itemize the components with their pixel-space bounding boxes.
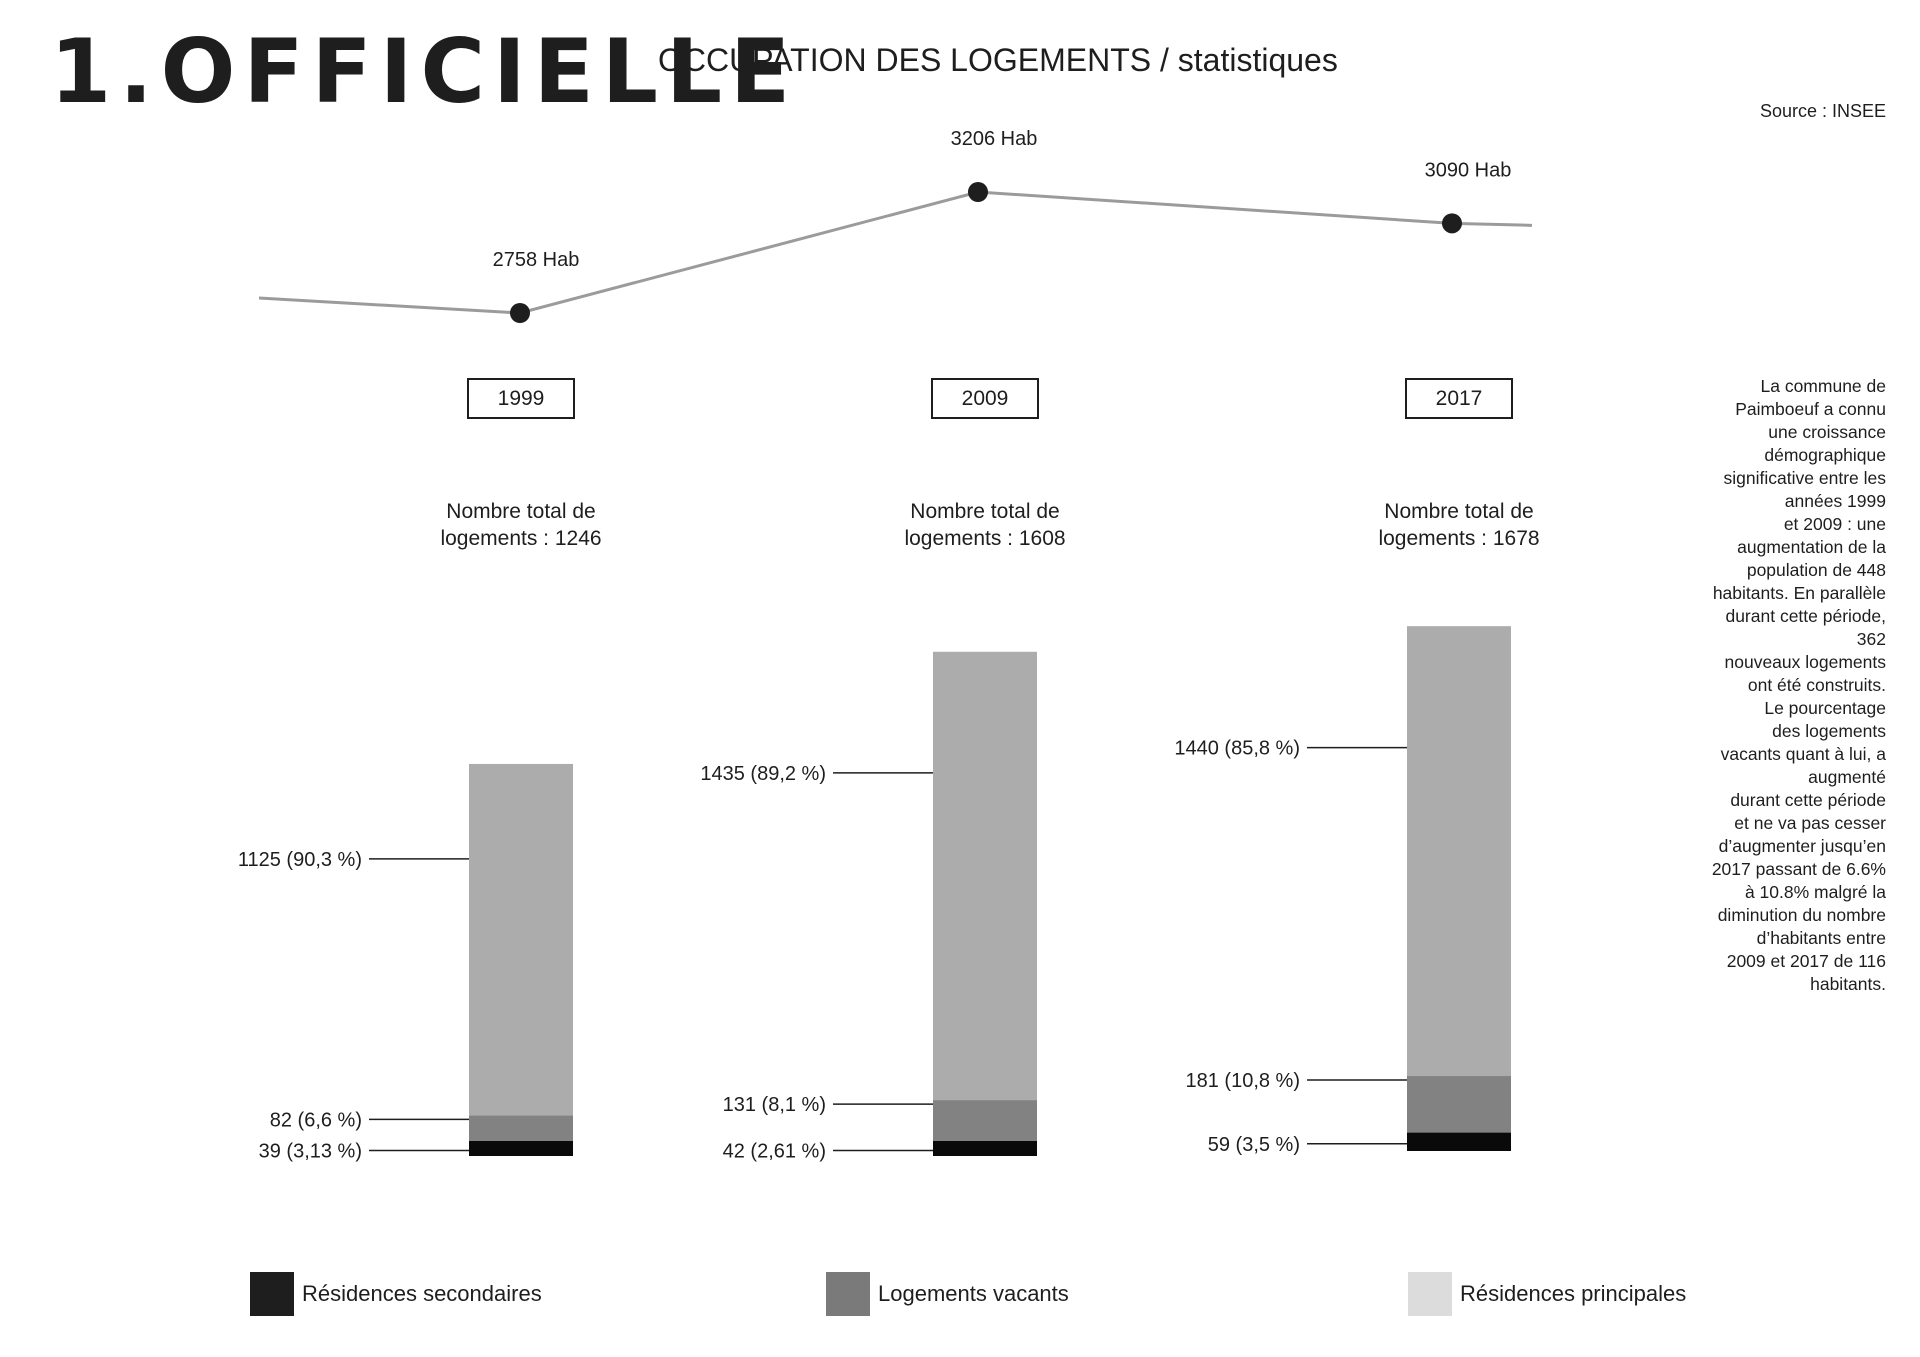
total-label-1999-line2: logements : 1246 <box>440 527 602 550</box>
total-label-2009-line1: Nombre total de <box>910 500 1060 523</box>
total-label-2017-line2: logements : 1678 <box>1378 527 1540 550</box>
year-label-1999: 1999 <box>497 387 545 410</box>
value-label-vacants-2009: 131 (8,1 %) <box>722 1094 826 1117</box>
value-label-principales-2009: 1435 (89,2 %) <box>700 762 826 785</box>
population-label-1999: 2758 Hab <box>492 249 580 271</box>
bar-principales-2009 <box>933 652 1037 1100</box>
population-point-2017 <box>1442 213 1462 233</box>
bar-principales-1999 <box>469 764 573 1115</box>
legend-item-vacants <box>826 1271 1069 1317</box>
value-label-principales-2017: 1440 (85,8 %) <box>1174 737 1300 760</box>
population-point-2009 <box>968 182 988 202</box>
description-text: La commune de Paimboeuf a connu une croissance démographique significative entre les années 1999 et 2009 : une augmentation de la population de 448 habitants. En parallèle durant cette période, 362 nouveaux logements ont été construits. Le pourcentage des logements vacants quant à lui, a augmenté durant cette période et ne va pas cesser d’augmenter jusqu’en 2017 passant de 6.6% à 10.8% malgré la diminution du nombre d’habitants entre 2009 et 2017 de 116 habitants. <box>1711 376 1886 994</box>
total-label-2017-line1: Nombre total de <box>1384 500 1534 523</box>
legend-item-secondaires <box>250 1271 542 1317</box>
page-title: 1.OFFICIELLE <box>50 20 799 123</box>
population-label-2009: 3206 Hab <box>950 128 1038 150</box>
bar-secondaires-2009 <box>933 1141 1037 1156</box>
legend-label-vacants: Logements vacants <box>878 1281 1069 1306</box>
legend-label-principales: Résidences principales <box>1460 1281 1687 1306</box>
total-label-2009-line2: logements : 1608 <box>904 527 1066 550</box>
year-label-2017: 2017 <box>1435 387 1483 410</box>
bar-secondaires-2017 <box>1407 1133 1511 1151</box>
chart-subtitle: OCCUPATION DES LOGEMENTS / statistiques <box>658 42 1338 78</box>
bar-secondaires-1999 <box>469 1141 573 1156</box>
population-label-2017: 3090 Hab <box>1424 159 1512 182</box>
bar-principales-2017 <box>1407 626 1511 1076</box>
value-label-vacants-1999: 82 (6,6 %) <box>269 1109 362 1132</box>
value-label-secondaires-2009: 42 (2,61 %) <box>722 1140 826 1163</box>
bar-vacants-1999 <box>469 1115 573 1141</box>
value-label-secondaires-2017: 59 (3,5 %) <box>1207 1133 1300 1156</box>
legend-swatch-vacants <box>826 1272 870 1316</box>
year-label-2009: 2009 <box>961 387 1009 410</box>
source-note: Source : INSEE <box>1759 101 1886 121</box>
legend-label-secondaires: Résidences secondaires <box>302 1281 542 1306</box>
bar-vacants-2009 <box>933 1100 1037 1141</box>
value-label-secondaires-1999: 39 (3,13 %) <box>258 1140 362 1163</box>
total-label-1999-line1: Nombre total de <box>446 500 596 523</box>
value-label-principales-1999: 1125 (90,3 %) <box>237 848 362 871</box>
population-line <box>259 192 1532 313</box>
legend-item-principales <box>1408 1271 1686 1317</box>
value-label-vacants-2017: 181 (10,8 %) <box>1185 1070 1300 1093</box>
population-point-1999 <box>510 303 530 323</box>
legend-swatch-secondaires <box>250 1272 294 1316</box>
legend-swatch-principales <box>1408 1272 1452 1316</box>
bar-vacants-2017 <box>1407 1076 1511 1133</box>
